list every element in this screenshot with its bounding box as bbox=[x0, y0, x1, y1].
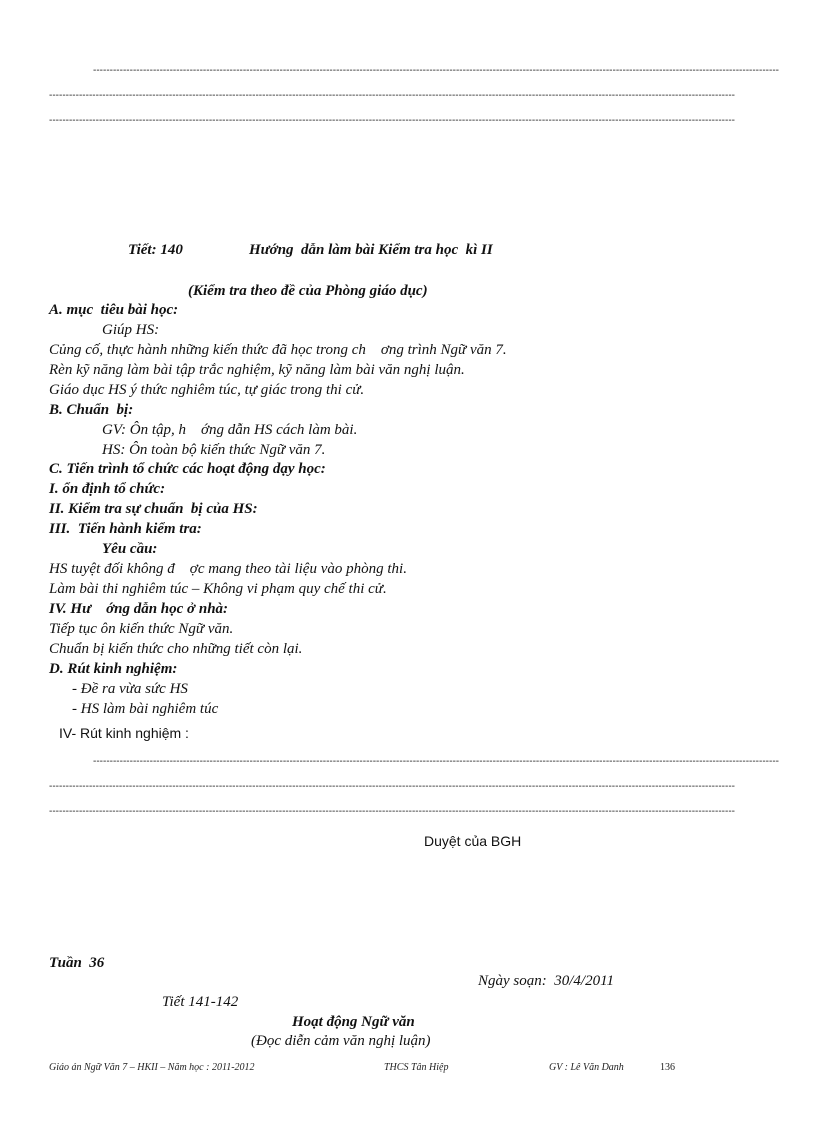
section-b-heading: B. Chuẩn bị: bbox=[49, 402, 134, 418]
prep-date: Ngày soạn: 30/4/2011 bbox=[478, 973, 614, 989]
dashed-line-mid-3: -------------------------------------------------------------------------------------------------------------------------------------------------------------------------------------------------------------- bbox=[49, 806, 735, 817]
section-c-item-4: IV. Hư ớng dẫn học ở nhà: bbox=[49, 601, 229, 617]
section-d-heading: D. Rút kinh nghiệm: bbox=[49, 661, 178, 677]
dashed-line-mid-1: -------------------------------------------------------------------------------------------------------------------------------------------------------------------------------------------------------------- bbox=[93, 756, 779, 767]
section-c3-item: Làm bài thi nghiêm túc – Không vi phạm quy chế thi cử. bbox=[49, 581, 387, 597]
section-c4-item: Chuẩn bị kiến thức cho những tiết còn lại. bbox=[49, 641, 303, 657]
section-c-heading: C. Tiến trình tổ chức các hoạt động dạy học: bbox=[49, 461, 326, 477]
lesson-title: Hướng dẫn làm bài Kiểm tra học kì II bbox=[249, 242, 493, 258]
lesson-141-subtitle: (Đọc diễn cảm văn nghị luận) bbox=[251, 1033, 431, 1049]
section-c3-item: HS tuyệt đối không đ ợc mang theo tài liệu vào phòng thi. bbox=[49, 561, 407, 577]
dashed-line-mid-2: -------------------------------------------------------------------------------------------------------------------------------------------------------------------------------------------------------------- bbox=[49, 781, 735, 792]
lesson-subtitle: (Kiểm tra theo đề của Phòng giáo dục) bbox=[188, 283, 428, 299]
dashed-line-top-1: -------------------------------------------------------------------------------------------------------------------------------------------------------------------------------------------------------------- bbox=[93, 65, 779, 76]
lesson-141-number: Tiết 141-142 bbox=[162, 994, 239, 1010]
lesson-number: Tiết: 140 bbox=[128, 242, 183, 258]
footer-school: THCS Tân Hiệp bbox=[384, 1062, 449, 1073]
section-a-intro: Giúp HS: bbox=[102, 322, 160, 338]
section-c-item-3: III. Tiến hành kiểm tra: bbox=[49, 521, 202, 537]
footer-page-number: 136 bbox=[660, 1062, 675, 1073]
rut-kinh-nghiem-heading: IV- Rút kinh nghiệm : bbox=[59, 725, 189, 741]
section-a-heading: A. mục tiêu bài học: bbox=[49, 302, 179, 318]
section-a-item: Rèn kỹ năng làm bài tập trắc nghiệm, kỹ năng làm bài văn nghị luận. bbox=[49, 362, 465, 378]
section-c4-item: Tiếp tục ôn kiến thức Ngữ văn. bbox=[49, 621, 234, 637]
section-d-item: - HS làm bài nghiêm túc bbox=[72, 701, 219, 717]
dashed-line-top-3: -------------------------------------------------------------------------------------------------------------------------------------------------------------------------------------------------------------- bbox=[49, 115, 735, 126]
section-c3-intro: Yêu cầu: bbox=[102, 541, 158, 557]
section-c-item-2: II. Kiểm tra sự chuẩn bị của HS: bbox=[49, 501, 258, 517]
footer-course: Giáo án Ngữ Văn 7 – HKII – Năm học : 2011-2012 bbox=[49, 1062, 255, 1073]
section-a-item: Củng cố, thực hành những kiến thức đã học trong ch ơng trình Ngữ văn 7. bbox=[49, 342, 507, 358]
section-a-item: Giáo dục HS ý thức nghiêm túc, tự giác trong thi cử. bbox=[49, 382, 365, 398]
section-b-item: HS: Ôn toàn bộ kiến thức Ngữ văn 7. bbox=[102, 442, 326, 458]
section-d-item: - Đề ra vừa sức HS bbox=[72, 681, 188, 697]
footer-teacher: GV : Lê Văn Danh bbox=[549, 1062, 624, 1073]
lesson-141-title: Hoạt động Ngữ văn bbox=[292, 1014, 415, 1030]
section-c-item-1: I. ổn định tổ chức: bbox=[49, 481, 166, 497]
section-b-item: GV: Ôn tập, h ớng dẫn HS cách làm bài. bbox=[102, 422, 358, 438]
approval-label: Duyệt của BGH bbox=[424, 833, 522, 849]
dashed-line-top-2: -------------------------------------------------------------------------------------------------------------------------------------------------------------------------------------------------------------- bbox=[49, 90, 735, 101]
week-label: Tuần 36 bbox=[49, 955, 105, 971]
